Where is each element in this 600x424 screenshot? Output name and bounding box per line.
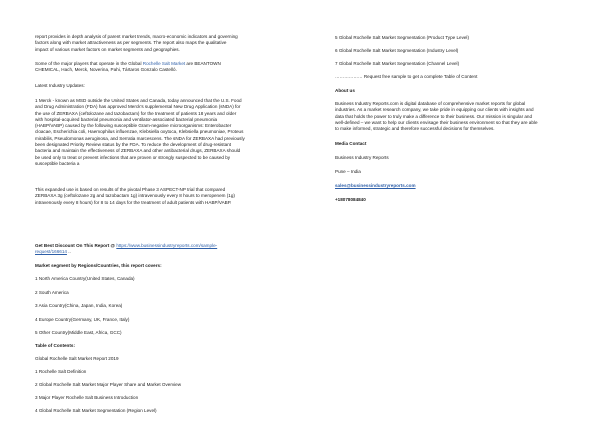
market-link[interactable]: Rochelle Salt Market bbox=[142, 61, 186, 66]
players-paragraph bbox=[35, 61, 275, 74]
toc-item: 1 Rochelle Salt Definition bbox=[35, 369, 87, 374]
update-line: with hospital-acquired bacterial pneumonia and ventilator-associated bacterial pneumonia bbox=[35, 116, 218, 122]
expansion-line: intravenously every 8 hours) for 8 to 14 days for the treatment of adult patients with HABP/VABP. bbox=[35, 199, 232, 205]
players-text: Some of the major players that operate in the Global bbox=[35, 61, 143, 66]
sample-request-link-cont[interactable]: request/166614 bbox=[35, 249, 67, 255]
update-line: (HABP/VABP) caused by the following susceptible Gram-negative microorganisms: Enterobacter bbox=[35, 123, 232, 129]
media-email-link[interactable]: sales@businessindustryreports.com bbox=[335, 183, 416, 188]
media-contact-heading: Media Contact bbox=[335, 141, 367, 146]
intro-line: report provides in depth analysis of parent market trends, macro-economic indicators and governing bbox=[35, 34, 238, 39]
update-line: bacteria and maintain the effectiveness of ZERBAXA and other antibacterial drugs, ZERBAXA should bbox=[35, 148, 241, 154]
expansion-paragraph bbox=[35, 187, 275, 206]
expansion-line: This expanded use is based on results of the pivotal Phase 3 ASPECT-NP trial that compared bbox=[35, 187, 226, 192]
region-item: 1 North America Country(United States, Canada) bbox=[35, 276, 135, 281]
request-sample-line: ……………… Request free sample to get a complete Table of Content bbox=[335, 74, 478, 79]
update-line: 1 Merck - known as MSD outside the United States and Canada, today announced that the U.S. Food bbox=[35, 98, 242, 103]
media-company: Business Industry Reports bbox=[335, 155, 389, 160]
toc-item: 3 Major Player Rochelle Salt Business Introduction bbox=[35, 395, 139, 400]
about-paragraph bbox=[335, 101, 570, 132]
region-item: 3 Asia Country(China, Japan, India, Korea) bbox=[35, 303, 123, 308]
players-line: CHEMICAL, Hach, Merck, Noverina, Pahi, Tártaros Gonzalo Castelló. bbox=[35, 67, 177, 73]
toc-item: 2 Global Rochelle Salt Market Major Player Share and Market Overview bbox=[35, 382, 182, 387]
toc-item: 6 Global Rochelle Salt Market Segmentation (Industry Level) bbox=[335, 48, 459, 53]
discount-line bbox=[35, 249, 275, 255]
media-city: Pune – India bbox=[335, 169, 361, 174]
update-line: the use of ZERBAXA (ceftolozane and tazobactam) for the treatment of patients 18 years and older bbox=[35, 110, 237, 116]
about-line: industries. As a market research company, we take pride in equipping our clients with insights and bbox=[335, 107, 534, 113]
about-line: well-defined – we want to help our clients envisage their business environment so that they are able bbox=[335, 119, 538, 125]
intro-line: factors along with market attractiveness as per segments. The report also maps the qualitative bbox=[35, 40, 227, 46]
intro-line: impact of various market factors on market segments and geographies. bbox=[35, 46, 180, 52]
segment-heading: Market segment by Regions/Countries, this report covers: bbox=[35, 263, 162, 268]
update-line: be used only to treat or prevent infections that are proven or strongly suspected to be caused by bbox=[35, 154, 231, 160]
media-phone: +18078084840 bbox=[335, 197, 366, 202]
toc-item: 5 Global Rochelle Salt Market Segmentation (Product Type Level) bbox=[335, 35, 469, 40]
intro-paragraph bbox=[35, 34, 275, 53]
toc-item: 7 Global Rochelle Salt Market Segmentation (Channel Level) bbox=[335, 61, 460, 66]
update-line: mirabilis, Pseudomonas aeruginosa, and Serratia marcescens. The sNDA for ZERBAXA had previously bbox=[35, 135, 245, 141]
about-line: Business Industry Reports.com is digital database of comprehensive market reports for global bbox=[335, 101, 526, 106]
sample-request-link[interactable]: https://www.businessindustryreports.com/sample- bbox=[116, 243, 218, 248]
discount-tail: .. bbox=[66, 249, 71, 255]
expansion-line: ZERBAXA 3g (ceftolozane 2g and tazobactam 1g) intravenously every 8 hours to meropenem (1g) bbox=[35, 193, 235, 199]
region-item: 5 Other Country(Middle East, Africa, GCC) bbox=[35, 330, 122, 335]
update-line: been designated Priority Review status by the FDA. To reduce the development of drug-resistant bbox=[35, 142, 232, 148]
about-line: data that holds the power to truly make a difference to their business. Our mission is singular and bbox=[335, 113, 533, 119]
toc-item: Global Rochelle Salt Market Report 2019 bbox=[35, 356, 119, 361]
players-text: are BEANTOWN bbox=[185, 61, 221, 66]
update-line: cloacae, Escherichia coli, Haemophilus influenzae, Klebsiella oxytoca, Klebsiella pneumoniae, Proteus bbox=[35, 129, 244, 135]
discount-label: Get Best Discount On This Report @ bbox=[35, 243, 117, 248]
toc-heading: Table of Contents: bbox=[35, 343, 75, 348]
updates-heading: Latest Industry Updates: bbox=[35, 83, 85, 88]
region-item: 2 South America bbox=[35, 290, 69, 295]
region-item: 4 Europe Country(Germany, UK, France, Italy) bbox=[35, 317, 130, 322]
about-heading: About us bbox=[335, 88, 355, 93]
update-paragraph bbox=[35, 98, 275, 167]
update-line: and Drug Administration (FDA) has approved Merck's supplemental New Drug Application (sNDA) for bbox=[35, 104, 241, 110]
about-line: to make informed, strategic and therefore successful decisions for themselves. bbox=[335, 126, 495, 132]
discount-paragraph bbox=[35, 243, 275, 256]
toc-item: 4 Global Rochelle Salt Market Segmentation (Region Level) bbox=[35, 408, 157, 413]
update-line: susceptible bacteria a bbox=[35, 160, 80, 166]
